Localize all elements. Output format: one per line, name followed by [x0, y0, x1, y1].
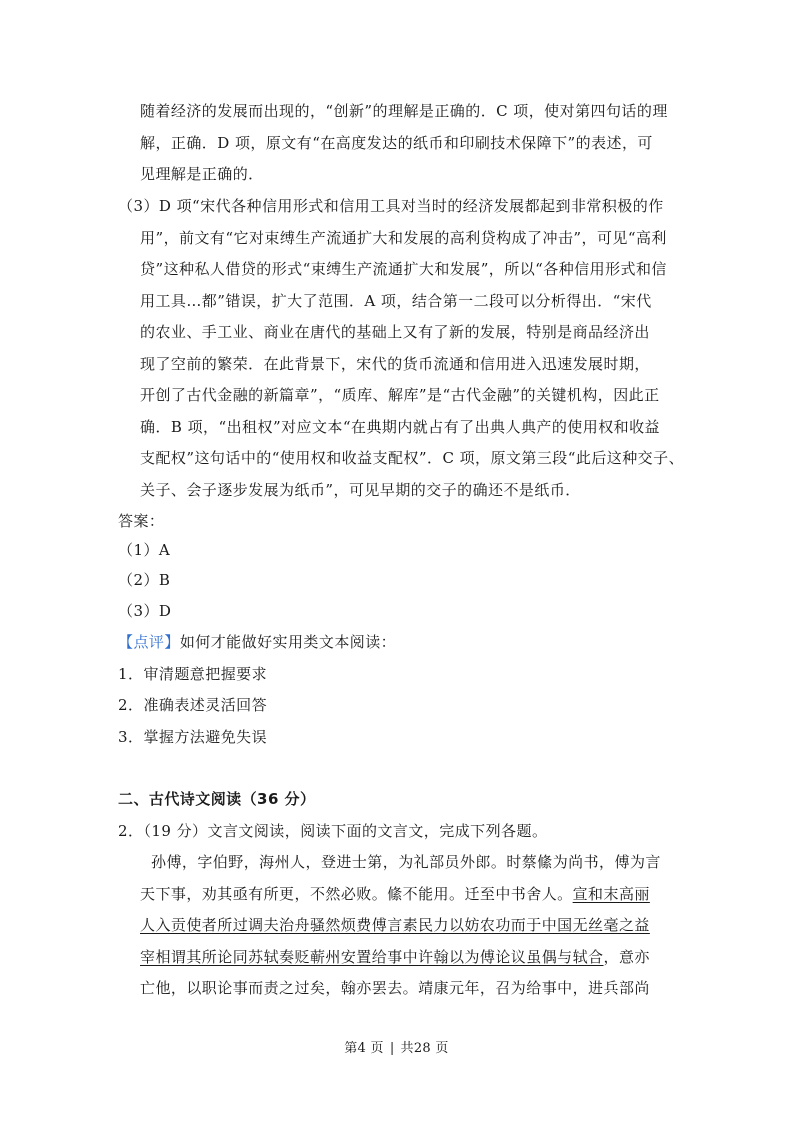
analysis-3-line-8: 确．B 项，“出租权”对应文本“在典期内就占有了出典人典产的使用权和收益	[140, 418, 660, 436]
tip-1: 1．审清题意把握要求	[118, 665, 268, 683]
analysis-3-line-3: 贷”这种私人借贷的形式“束缚生产流通扩大和发展”，所以“各种信用形式和信	[140, 260, 667, 278]
analysis-3-line-7: 开创了古代金融的新篇章”，“质库、解库”是“古代金融”的关键机构，因此正	[140, 386, 660, 404]
answer-3: （3）D	[118, 602, 172, 620]
analysis-3-line-10: 关子、会子逐步发展为纸币”，可见早期的交子的确还不是纸币．	[140, 481, 581, 499]
passage-underlined-start: 宣和末高丽	[572, 885, 650, 903]
question-2: 2．（19 分）文言文阅读，阅读下面的文言文，完成下列各题。	[118, 822, 548, 840]
tip-2: 2．准确表述灵活回答	[118, 696, 268, 714]
analysis-line-3: 见理解是正确的．	[140, 165, 264, 183]
analysis-line-2: 解，正确．D 项，原文有“在高度发达的纸币和印刷技术保障下”的表述，可	[140, 134, 653, 152]
passage-line-1: 孙傅，字伯野，海州人，登进士第，为礼部员外郎。时蔡絛为尚书，傅为言	[151, 853, 661, 871]
page-total: 共28 页	[400, 1041, 449, 1056]
section-heading: 二、古代诗文阅读（36 分）	[118, 790, 316, 808]
passage-underlined-end: 宰相谓其所论同苏轼奏贬蕲州安置给事中许翰以为傅论议虽偶与轼合	[140, 948, 604, 966]
passage-line-5: 亡他，以职论事而责之过矣，翰亦罢去。靖康元年，召为给事中，进兵部尚	[140, 979, 650, 997]
comment-label: 【点评】	[118, 633, 180, 651]
answer-1: （1）A	[118, 541, 171, 559]
passage-line-2-plain: 天下事，劝其亟有所更，不然必败。絛不能用。迁至中书舍人。	[140, 885, 573, 903]
tip-3: 3．掌握方法避免失误	[118, 728, 268, 746]
analysis-3-line-6: 现了空前的繁荣．在此背景下，宋代的货币流通和信用进入迅速发展时期，	[140, 355, 650, 373]
analysis-3-line-2: 用”，前文有“它对束缚生产流通扩大和发展的高利贷构成了冲击”，可见“高利	[140, 229, 667, 247]
passage-line-4-plain: ，意亦	[603, 948, 650, 966]
answer-label: 答案：	[118, 512, 165, 530]
analysis-3-line-5: 的农业、手工业、商业在唐代的基础上又有了新的发展，特别是商品经济出	[140, 323, 650, 341]
passage-line-2	[140, 883, 650, 905]
answer-2: （2）B	[118, 571, 171, 589]
analysis-3-line-9: 支配权”这句话中的“使用权和收益支配权”．C 项，原文第三段“此后这种交子、	[140, 449, 685, 467]
page-number: 第4 页	[344, 1041, 384, 1056]
page-footer	[0, 1040, 793, 1058]
analysis-3-line-4: 用工具…都”错误，扩大了范围．A 项，结合第一二段可以分析得出．“宋代	[140, 292, 652, 310]
analysis-3-first-line: （3）D 项“宋代各种信用形式和信用工具对当时的经济发展都起到非常积极的作	[118, 197, 664, 215]
comment-line	[118, 631, 396, 653]
passage-line-4	[140, 946, 650, 968]
comment-text: 如何才能做好实用类文本阅读：	[179, 633, 397, 651]
passage-line-3-underlined: 人入贡使者所过调夫治舟骚然烦费傅言素民力以妨农功而于中国无丝毫之益	[140, 916, 650, 934]
analysis-line-1: 随着经济的发展而出现的，“创新”的理解是正确的．C 项，使对第四句话的理	[140, 102, 668, 120]
footer-separator: |	[389, 1041, 395, 1056]
